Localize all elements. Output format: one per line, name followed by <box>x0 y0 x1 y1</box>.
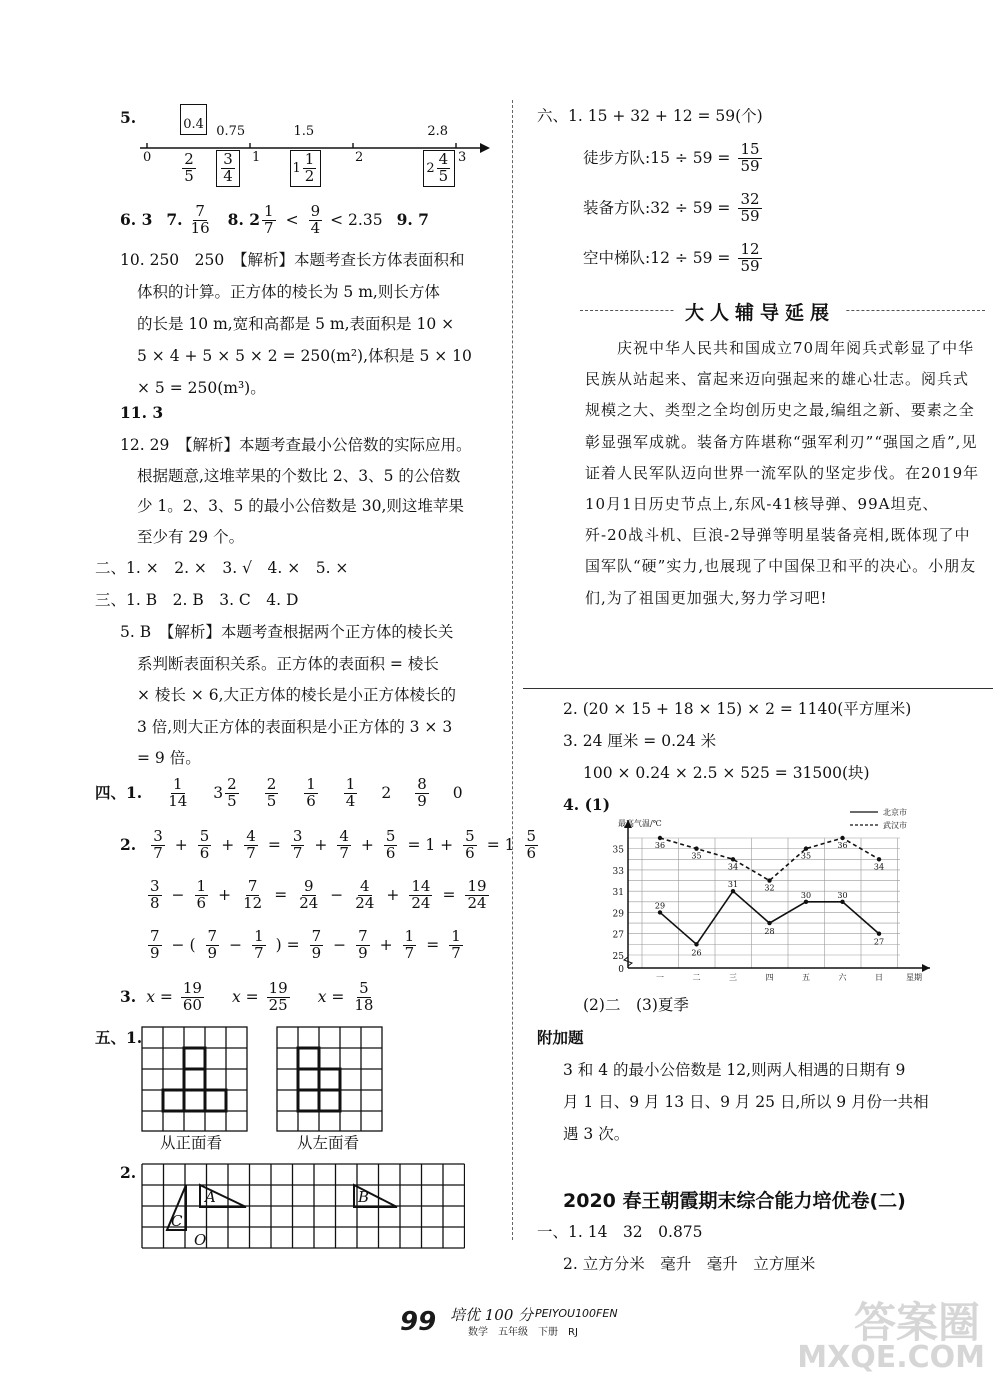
series-point-0 <box>804 900 808 904</box>
series-data-label-1: 35 <box>691 851 702 861</box>
letter-o: O <box>194 1231 207 1249</box>
numberline-fraction-value: $\frac{3}{4}$ <box>223 150 233 185</box>
q8-tail: < 2.35 <box>330 211 383 229</box>
series-data-label-0: 30 <box>837 890 848 900</box>
sec4-q3-answer <box>146 978 206 1014</box>
numberline-fraction-box <box>180 152 198 185</box>
sec3-q5-line: 系判断表面积关系。正方体的表面积 = 棱长 <box>137 654 439 673</box>
sec4-q2-label: 2. <box>120 835 137 854</box>
expr-operator: = <box>267 836 281 854</box>
series-data-label-0: 31 <box>727 880 739 890</box>
q12-line: 少 1。2、3、5 的最小公倍数是 30,则这堆苹果 <box>137 497 464 515</box>
series-point-1 <box>694 846 698 850</box>
sec4-q3-num: 3. <box>120 987 137 1006</box>
numberline-fraction-value: $\frac{1}{2}$ <box>304 150 315 185</box>
extra-title: 附加题 <box>537 1028 584 1047</box>
series-point-1 <box>804 846 808 850</box>
sec4-q1-answer <box>413 774 431 810</box>
series-point-0 <box>877 932 881 936</box>
brand-title: 培优 100 分 <box>450 1306 534 1324</box>
x-tick-label: 六 <box>838 973 847 982</box>
answer-fraction: $\frac{8}{9}$ <box>417 774 427 810</box>
answer-whole: 3 <box>213 784 224 802</box>
expr-operator: − <box>229 936 243 954</box>
extra-line: 3 和 4 的最小公倍数是 12,则两人相遇的日期有 9 <box>563 1061 906 1079</box>
sec6-row-fraction: $\frac{15}{59}$ <box>740 139 760 175</box>
temperature-chart <box>600 800 940 995</box>
sec3-q5-line: = 9 倍。 <box>137 749 201 767</box>
y-tick-label: 35 <box>612 845 624 856</box>
page-footer <box>0 1295 1000 1338</box>
sec4-q1-answer <box>213 774 240 810</box>
numberline-top-label: 0.75 <box>216 124 246 139</box>
expr-fraction: $\frac{4}{7}$ <box>339 826 349 862</box>
expr-operator: ) = <box>275 936 300 954</box>
sec4-q1-answer <box>453 783 463 803</box>
series-data-label-1: 34 <box>727 862 739 872</box>
sec4-q1-answer <box>381 783 391 803</box>
q12-line: 至少有 29 个。 <box>137 527 245 546</box>
answer-whole: 2 <box>381 784 392 802</box>
sec4-q3-answer <box>231 978 292 1014</box>
y-tick-label: 29 <box>612 909 624 920</box>
sec4-q1-answer <box>342 774 360 810</box>
numberline-fraction-value: $\frac{4}{5}$ <box>438 150 449 185</box>
fraction-whole: 1 <box>292 160 301 176</box>
sec4-q3-prefix: x = <box>146 988 173 1006</box>
expr-fraction: $\frac{7}{9}$ <box>311 926 322 962</box>
numberline-top-label: 2.8 <box>427 124 449 139</box>
right-q2: 2. (20 × 15 + 18 × 15) × 2 = 1140(平方厘米) <box>563 700 912 718</box>
expr-fraction: $\frac{7}{9}$ <box>358 926 368 962</box>
expr-operator: − <box>171 886 185 904</box>
expr-fraction: $\frac{4}{24}$ <box>355 876 375 912</box>
y-axis-label: 最高气温/℃ <box>618 819 662 828</box>
sec4-q2-row2 <box>143 872 494 918</box>
page-number: 99 <box>400 1307 437 1337</box>
extension-banner <box>580 298 985 324</box>
series-data-label-1: 35 <box>800 851 812 861</box>
series-point-1 <box>731 857 735 861</box>
q10-line: 的长是 10 m,宽和高都是 5 m,表面积是 10 × <box>137 315 455 333</box>
x-tick-label: 三 <box>729 973 737 982</box>
sec4-q3-answer <box>317 978 378 1014</box>
transform-grid <box>140 1162 465 1250</box>
expr-operator: = 1 <box>486 836 515 854</box>
expr-fraction: $\frac{14}{24}$ <box>411 876 431 912</box>
exam-title: 2020 春王朝霞期末综合能力培优卷(二) <box>563 1190 906 1212</box>
sec6-row <box>583 185 764 231</box>
sec4-q2-row3 <box>143 922 468 968</box>
right-q4-label: 4. (1) <box>563 795 611 814</box>
column-divider <box>512 100 513 1240</box>
answer-whole: 0 <box>452 784 463 802</box>
numberline-fraction <box>216 150 240 187</box>
series-data-label-1: 36 <box>654 841 666 850</box>
numberline-fraction <box>423 150 455 187</box>
expr-fraction: $\frac{7}{9}$ <box>150 926 160 962</box>
q9: 9. 7 <box>396 210 429 229</box>
sec3-q5-line: 5. B 【解析】本题考查根据两个正方体的棱长关 <box>120 623 454 641</box>
sec6-row-fraction: $\frac{32}{59}$ <box>740 189 760 225</box>
q8-fraction-1: $\frac{1}{7}$ <box>264 201 274 237</box>
q8-fraction-2: $\frac{9}{4}$ <box>310 201 321 237</box>
q6: 6. 3 <box>120 210 153 229</box>
answer-fraction: $\frac{1}{4}$ <box>345 774 356 810</box>
left-view-caption: 从左面看 <box>297 1134 360 1152</box>
series-point-1 <box>658 836 662 840</box>
expr-fraction: $\frac{1}{6}$ <box>196 876 207 912</box>
q11: 11. 3 <box>120 403 164 422</box>
q12-line: 根据题意,这堆苹果的个数比 2、3、5 的公倍数 <box>137 466 461 485</box>
sec3-q5-line: × 棱长 × 6,大正方体的棱长是小正方体棱长的 <box>137 686 457 704</box>
series-data-label-0: 30 <box>800 890 812 900</box>
brand-latin: PEIYOU100FEN <box>535 1307 618 1320</box>
series-point-0 <box>731 889 735 893</box>
expr-fraction: $\frac{5}{6}$ <box>465 826 475 862</box>
series-point-1 <box>877 857 881 861</box>
expr-fraction: $\frac{5}{6}$ <box>385 826 396 862</box>
book-meta: 数学 五年级 下册 RJ <box>468 1327 578 1338</box>
numberline-tick-label: 1 <box>252 150 261 165</box>
series-data-label-0: 27 <box>873 937 885 947</box>
y-tick-label: 0 <box>618 965 624 975</box>
sec5-q2-label: 2. <box>120 1163 137 1182</box>
x-axis-arrow <box>922 964 930 972</box>
expr-fraction: $\frac{5}{6}$ <box>199 826 210 862</box>
y-tick-label: 33 <box>612 866 624 877</box>
q7-fraction: $\frac{7}{16}$ <box>190 201 210 237</box>
numberline-tick-label: 0 <box>143 150 152 165</box>
answer-fraction: $\frac{1}{6}$ <box>306 774 316 810</box>
expr-operator: + <box>218 886 232 904</box>
sec6-q1: 六、1. 15 + 32 + 12 = 59(个) <box>537 107 763 125</box>
q5-label: 5. <box>120 108 137 127</box>
exam-q2: 2. 立方分米 毫升 毫升 立方厘米 <box>563 1255 816 1273</box>
expr-fraction: $\frac{3}{7}$ <box>292 826 303 862</box>
right-q4-sub: (2)二 (3)夏季 <box>583 996 689 1014</box>
series-data-label-0: 29 <box>654 901 666 911</box>
answer-fraction: $\frac{1}{14}$ <box>168 774 188 810</box>
expr-operator: = <box>274 886 288 904</box>
q8-lt: < <box>285 211 299 229</box>
expr-fraction: $\frac{5}{6}$ <box>526 826 537 862</box>
series-point-0 <box>658 910 662 914</box>
numberline-fraction-box <box>423 150 455 187</box>
legend-label: 武汉市 <box>883 821 907 830</box>
x-axis-label: 星期 <box>906 973 922 982</box>
q10-line: 10. 250 250 【解析】本题考查长方体表面积和 <box>120 251 465 269</box>
extra-line: 遇 3 次。 <box>563 1125 630 1143</box>
sec4-q1-answer <box>164 774 191 810</box>
expr-fraction: $\frac{4}{7}$ <box>246 826 256 862</box>
letter-b: B <box>358 1188 370 1206</box>
numberline-fraction-value: $\frac{2}{5}$ <box>184 150 194 185</box>
q12-line: 12. 29 【解析】本题考查最小公倍数的实际应用。 <box>120 436 472 454</box>
sec2-answers: 二、1. × 2. × 3. √ 4. × 5. × <box>95 559 349 577</box>
series-point-0 <box>767 921 771 925</box>
expr-operator: + <box>221 836 235 854</box>
expr-operator: − <box>333 936 347 954</box>
sec4-q3-prefix: x = <box>317 988 345 1006</box>
sec6-row <box>583 135 764 181</box>
series-point-1 <box>840 836 844 840</box>
x-tick-label: 四 <box>765 973 774 982</box>
sec6-row-label: 装备方队:32 ÷ 59 = <box>583 199 731 217</box>
y-tick-label: 27 <box>612 930 624 941</box>
letter-c: C <box>171 1212 183 1230</box>
expr-fraction: $\frac{7}{9}$ <box>207 926 218 962</box>
numberline-tick-label: 2 <box>355 150 364 165</box>
right-q3b: 100 × 0.24 × 2.5 × 525 = 31500(块) <box>583 764 870 782</box>
sec4-q3-fraction: $\frac{19}{25}$ <box>268 978 288 1014</box>
x-tick-label: 一 <box>656 973 664 982</box>
x-tick-label: 二 <box>692 973 701 982</box>
answer-fraction: $\frac{2}{5}$ <box>227 774 237 810</box>
numberline-tick-label: 3 <box>458 150 467 165</box>
fraction-whole: 2 <box>426 160 435 176</box>
extension-text: 庆祝中华人民共和国成立70周年阅兵式彰显了中华民族从站起来、富起来迈向强起来的雄心壮志。阅兵式规模之大、类型之全均创历史之最,编组之新、要素之全彰显强军成就。装备方阵堪称“强军利刃”“强国之盾”,见证着人民军队迈向世界一流军队的坚定步伐。在2019年10月1日历史节点上,东风-41核导弹、99A坦克、歼-20战斗机、巨浪-2导弹等明星装备亮相,既体现了中国军队“硬”实力,也展现了中国保卫和平的决心。小朋友们,为了祖国更加强大,努力学习吧! <box>585 339 980 607</box>
extra-line: 月 1 日、9 月 13 日、9 月 25 日,所以 9 月份一共相 <box>563 1093 929 1111</box>
extension-title: 大人辅导延展 <box>675 298 845 322</box>
legend-label: 北京市 <box>883 808 907 817</box>
sec4-q1-row <box>95 770 463 816</box>
expr-fraction: $\frac{7}{12}$ <box>243 876 263 912</box>
expr-operator: + <box>174 836 188 854</box>
y-tick-label: 25 <box>612 952 624 962</box>
q10-line: × 5 = 250(m³)。 <box>137 379 266 397</box>
sec4-q1-answer <box>263 774 281 810</box>
sec3-q5-line: 3 倍,则大正方体的表面积是小正方体的 3 × 3 <box>137 717 453 736</box>
q10-line: 体积的计算。正方体的棱长为 5 m,则长方体 <box>137 283 440 301</box>
x-tick-label: 日 <box>875 973 883 982</box>
left-view-grid <box>275 1025 385 1133</box>
expr-fraction: $\frac{1}{7}$ <box>254 926 264 962</box>
numberline-fraction <box>290 150 322 187</box>
front-view-caption: 从正面看 <box>160 1134 223 1152</box>
numberline-fraction-box <box>216 150 240 187</box>
x-tick-label: 五 <box>802 973 810 982</box>
watermark: 答案圈 <box>853 1298 980 1347</box>
q8-prefix: 8. 2 <box>227 210 261 229</box>
numberline-fraction <box>180 150 198 185</box>
sec3-answers: 三、1. B 2. B 3. C 4. D <box>95 591 299 609</box>
numberline-fraction-box <box>290 150 322 187</box>
series-point-0 <box>694 942 698 946</box>
expr-fraction: $\frac{3}{7}$ <box>153 826 163 862</box>
expr-fraction: $\frac{19}{24}$ <box>467 876 487 912</box>
series-data-label-0: 28 <box>764 927 775 937</box>
expr-operator: − ( <box>171 936 196 954</box>
expr-fraction: $\frac{3}{8}$ <box>150 876 160 912</box>
sec6-row-label: 徒步方队:15 ÷ 59 = <box>583 149 731 167</box>
sec4-q3-row <box>120 974 403 1020</box>
sec4-q2-row1 <box>120 822 543 868</box>
numberline-top-label: 1.5 <box>293 124 315 139</box>
series-data-label-1: 34 <box>873 862 885 872</box>
watermark-url: MXQE.COM <box>797 1340 985 1375</box>
sec5-label: 五、1. <box>95 1028 143 1047</box>
sec6-row-fraction: $\frac{12}{59}$ <box>740 239 760 275</box>
expr-operator: + <box>386 886 400 904</box>
series-point-0 <box>840 900 844 904</box>
series-point-1 <box>767 878 771 882</box>
letter-a: A <box>205 1188 216 1206</box>
sec4-q3-fraction: $\frac{5}{18}$ <box>354 978 374 1014</box>
expr-operator: = <box>426 936 440 954</box>
sec4-q1-answer <box>302 774 320 810</box>
numberline-top-label: 0.4 <box>180 104 207 135</box>
expr-operator: + <box>314 836 328 854</box>
front-view-grid <box>140 1025 250 1133</box>
expr-operator: − <box>330 886 344 904</box>
q6-q9-row <box>120 200 429 240</box>
series-data-label-0: 26 <box>691 948 702 958</box>
sec6-row-label: 空中梯队:12 ÷ 59 = <box>583 249 731 267</box>
expr-fraction: $\frac{9}{24}$ <box>299 876 319 912</box>
right-q3a: 3. 24 厘米 = 0.24 米 <box>563 732 717 750</box>
y-tick-label: 31 <box>612 888 624 899</box>
q7-prefix: 7. <box>166 210 183 229</box>
expr-operator: = <box>442 886 456 904</box>
answer-fraction: $\frac{2}{5}$ <box>266 774 277 810</box>
expr-operator: + <box>360 836 374 854</box>
q10-line: 5 × 4 + 5 × 5 × 2 = 250(m²),体积是 5 × 10 <box>137 347 472 365</box>
expr-operator: = 1 + <box>407 836 454 854</box>
series-data-label-1: 36 <box>837 841 848 850</box>
sec6-row <box>583 235 764 281</box>
expr-fraction: $\frac{1}{7}$ <box>404 926 415 962</box>
sec4-q3-fraction: $\frac{19}{60}$ <box>182 978 202 1014</box>
sec4-label: 四、1. <box>95 783 143 802</box>
expr-operator: + <box>379 936 393 954</box>
series-data-label-1: 32 <box>764 883 775 893</box>
exam-q1: 一、1. 14 32 0.875 <box>537 1223 703 1241</box>
sec4-q3-prefix: x = <box>231 988 259 1006</box>
expr-fraction: $\frac{1}{7}$ <box>451 926 461 962</box>
